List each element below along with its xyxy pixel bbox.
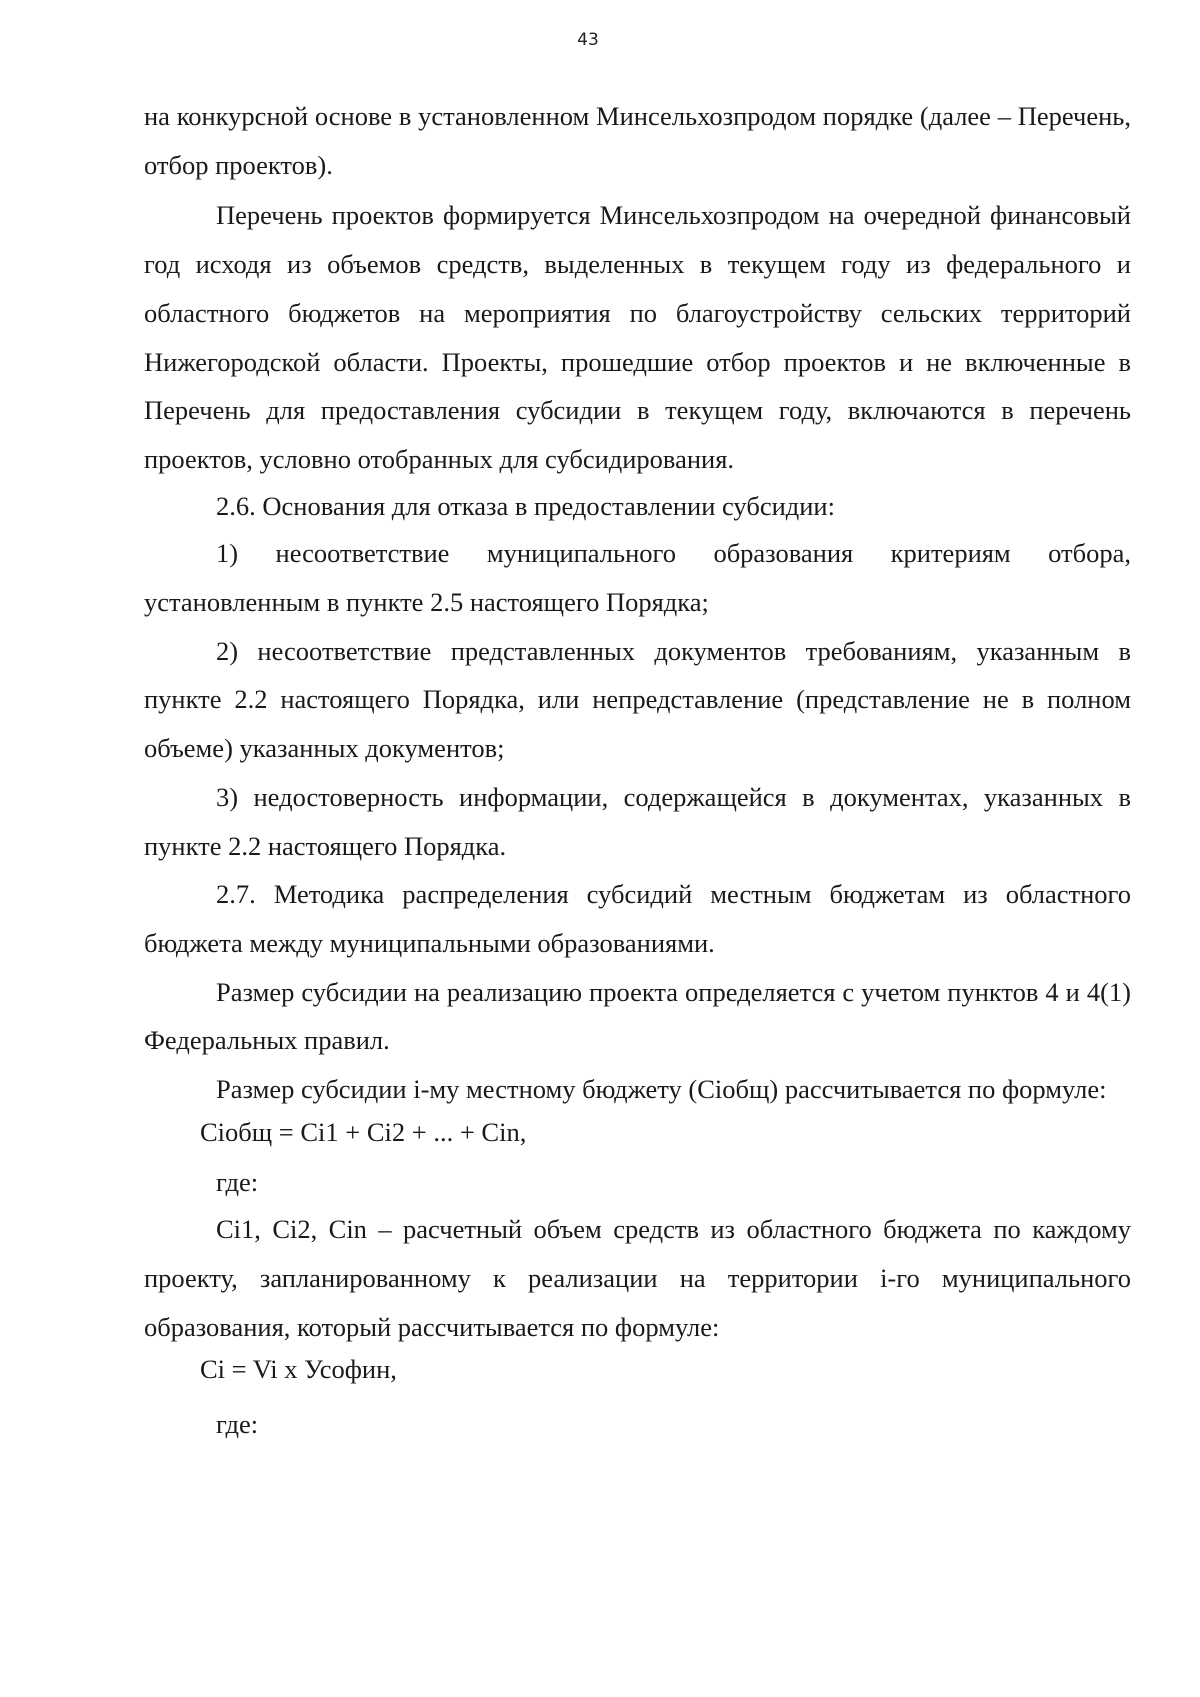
paragraph-section-2-6: 2.6. Основания для отказа в предоставлении субсидии: <box>216 490 835 521</box>
paragraph-variables-definition: Сi1, Сi2, Сin – расчетный объем средств из областного бюджета по каждому проекту, запланированному к реализации на территории i-го муниципального образования, который рассчитывается по формуле: <box>144 1214 1131 1342</box>
paragraph-subsidy-formula-intro: Размер субсидии i-му местному бюджету (Сiобщ) рассчитывается по формуле: <box>216 1074 1107 1105</box>
formula-total-subsidy: Сiобщ = Сi1 + Сi2 + ... + Сin, <box>200 1116 527 1147</box>
paragraph-subsidy-size: Размер субсидии на реализацию проекта определяется с учетом пунктов 4 и 4(1) Федеральных правил. <box>144 976 1131 1056</box>
document-body <box>144 92 1131 1449</box>
paragraph-continuation: на конкурсной основе в установленном Минсельхозпродом порядке (далее – Перечень, отбор проектов). <box>144 101 1131 180</box>
list-item-1: 1) несоответствие муниципального образования критериям отбора, установленным в пункте 2.5 настоящего Порядка; <box>144 538 1131 618</box>
where-label-2: где: <box>216 1408 259 1439</box>
list-item-3: 3) недостоверность информации, содержащейся в документах, указанных в пункте 2.2 настоящего Порядка. <box>144 781 1131 861</box>
list-item-2: 2) несоответствие представленных документов требованиям, указанным в пункте 2.2 настоящего Порядка, или непредставление (представление не в полном объеме) указанных документов; <box>144 635 1131 764</box>
paragraph-section-2-7: 2.7. Методика распределения субсидий местным бюджетам из областного бюджета между муниципальными образованиями. <box>144 879 1131 958</box>
where-label-1: где: <box>216 1167 259 1198</box>
formula-project-subsidy: Сi = Vi x Усофин, <box>200 1354 397 1385</box>
paragraph-project-list: Перечень проектов формируется Минсельхозпродом на очередной финансовый год исходя из объемов средств, выделенных в текущем году из федерального и областного бюджетов на мероприятия по благоустройству сельских территорий Нижегородской области. Проекты, прошедшие отбор проектов и не включенные в Перечень для предоставления субсидии в текущем году, включаются в перечень проектов, условно отобранных для субсидирования. <box>144 200 1131 474</box>
page-number: 43 <box>577 30 599 50</box>
